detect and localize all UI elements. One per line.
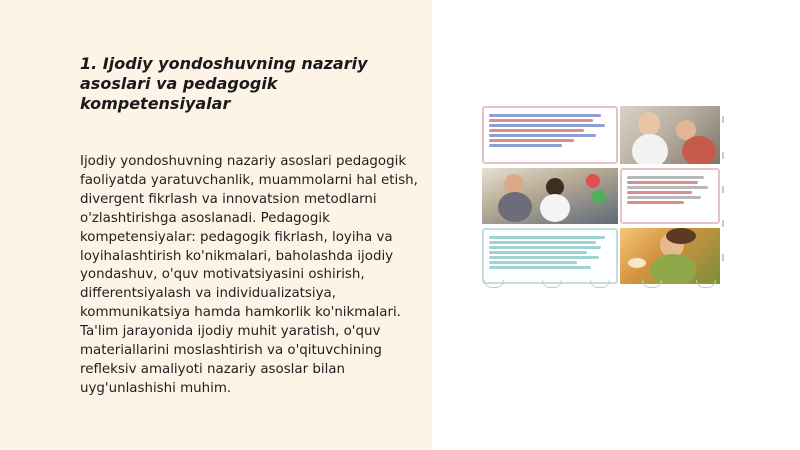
collage-text-note [482,106,618,164]
collage-photo-teacher [620,106,720,164]
collage-bottom-decoration [482,278,720,290]
collage-photo-drawing [620,228,720,284]
collage-text-note [620,168,720,224]
collage-edge-marks [722,110,728,280]
collage-text-note [482,228,618,284]
slide-body-text: Ijodiy yondoshuvning nazariy asoslari pedagogik faoliyatda yaratuvchanlik, muammolarni hal etish, divergent fikrlash va innovatsion metodlarni o'zlashtirishga asoslanadi. Pedagogik kompetensiyalar: pedagogik fikrlash, loyiha va loyihalashtirish ko'nikmalari, baholashda ijodiy yondashuv, o'quv motivatsiyasini oshirish, differentsiyalash va individualizatsiya, kommunikatsiya hamda hamkorlik ko'nikmalari. Ta'lim jarayonida ijodiy muhit yaratish, o'quv materiallarini moslashtirish va o'qituvchining refleksiv amaliyoti nazariy asoslar bilan uyg'unlashishi muhim. [80,154,418,396]
collage-image [480,106,720,290]
slide-title: 1. Ijodiy yondoshuvning nazariy asoslari va pedagogik kompetensiyalar [80,54,368,113]
collage-photo-children [482,168,618,224]
